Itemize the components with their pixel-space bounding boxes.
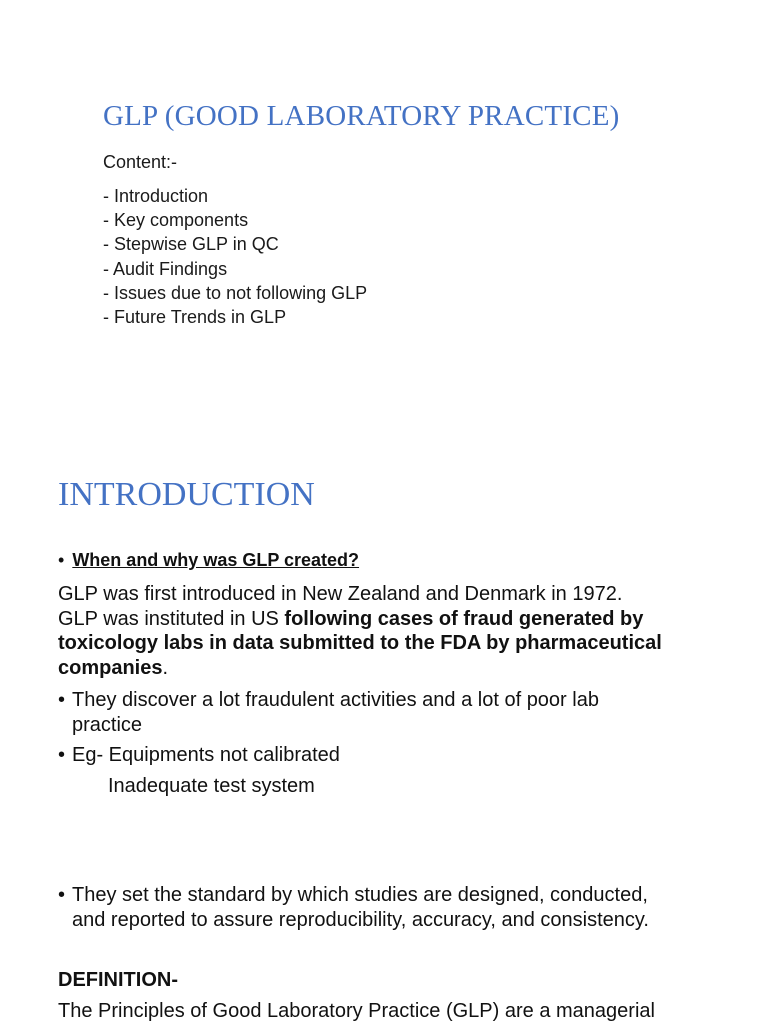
document-title: GLP (GOOD LABORATORY PRACTICE) (103, 100, 620, 132)
definition-text: The Principles of Good Laboratory Practice (GLP) are a managerial (58, 1000, 655, 1022)
bullet-marker: • (58, 689, 66, 711)
contents-item: - Audit Findings (103, 258, 228, 279)
para-text: GLP was instituted in US (58, 607, 285, 630)
bullet-sub-text: Inadequate test system (108, 775, 315, 797)
bullet-marker: • (58, 884, 66, 906)
question-line (58, 550, 359, 571)
bullet-example (58, 743, 738, 768)
para-text: . (162, 656, 169, 679)
question-text: When and why was GLP created? (72, 550, 360, 570)
bullet-text: They set the standard by which studies are designed, conducted, (72, 884, 648, 906)
bullet-marker: • (58, 744, 66, 766)
contents-item: - Stepwise GLP in QC (103, 234, 279, 255)
contents-list (103, 184, 367, 329)
para-line (58, 607, 718, 632)
introduction-heading: INTRODUCTION (58, 476, 315, 513)
contents-item: - Issues due to not following GLP (103, 282, 368, 303)
definition-heading: DEFINITION- (58, 969, 178, 991)
bullet-standard (58, 883, 738, 932)
contents-item: - Key components (103, 210, 249, 231)
bullet-fraud (58, 688, 738, 737)
bullet-text: Eg- Equipments not calibrated (72, 744, 340, 766)
bullet-text: practice (72, 713, 143, 736)
para-line (58, 631, 718, 656)
bullet-marker: • (58, 550, 65, 570)
intro-paragraph (58, 582, 718, 680)
para-bold-text: toxicology labs in data submitted to the FDA by pharmaceutical (58, 632, 662, 654)
para-bold-text: companies (58, 656, 163, 679)
contents-label: Content:- (103, 152, 178, 172)
bullet-text: and reported to assure reproducibility, accuracy, and consistency. (72, 908, 649, 931)
para-line: GLP was first introduced in New Zealand and Denmark in 1972. (58, 583, 623, 605)
para-line (58, 656, 718, 681)
contents-item: - Introduction (103, 186, 209, 206)
contents-item: - Future Trends in GLP (103, 307, 287, 328)
para-bold-text: following cases of fraud generated by (284, 607, 644, 630)
bullet-text: They discover a lot fraudulent activities and a lot of poor lab (72, 689, 599, 711)
